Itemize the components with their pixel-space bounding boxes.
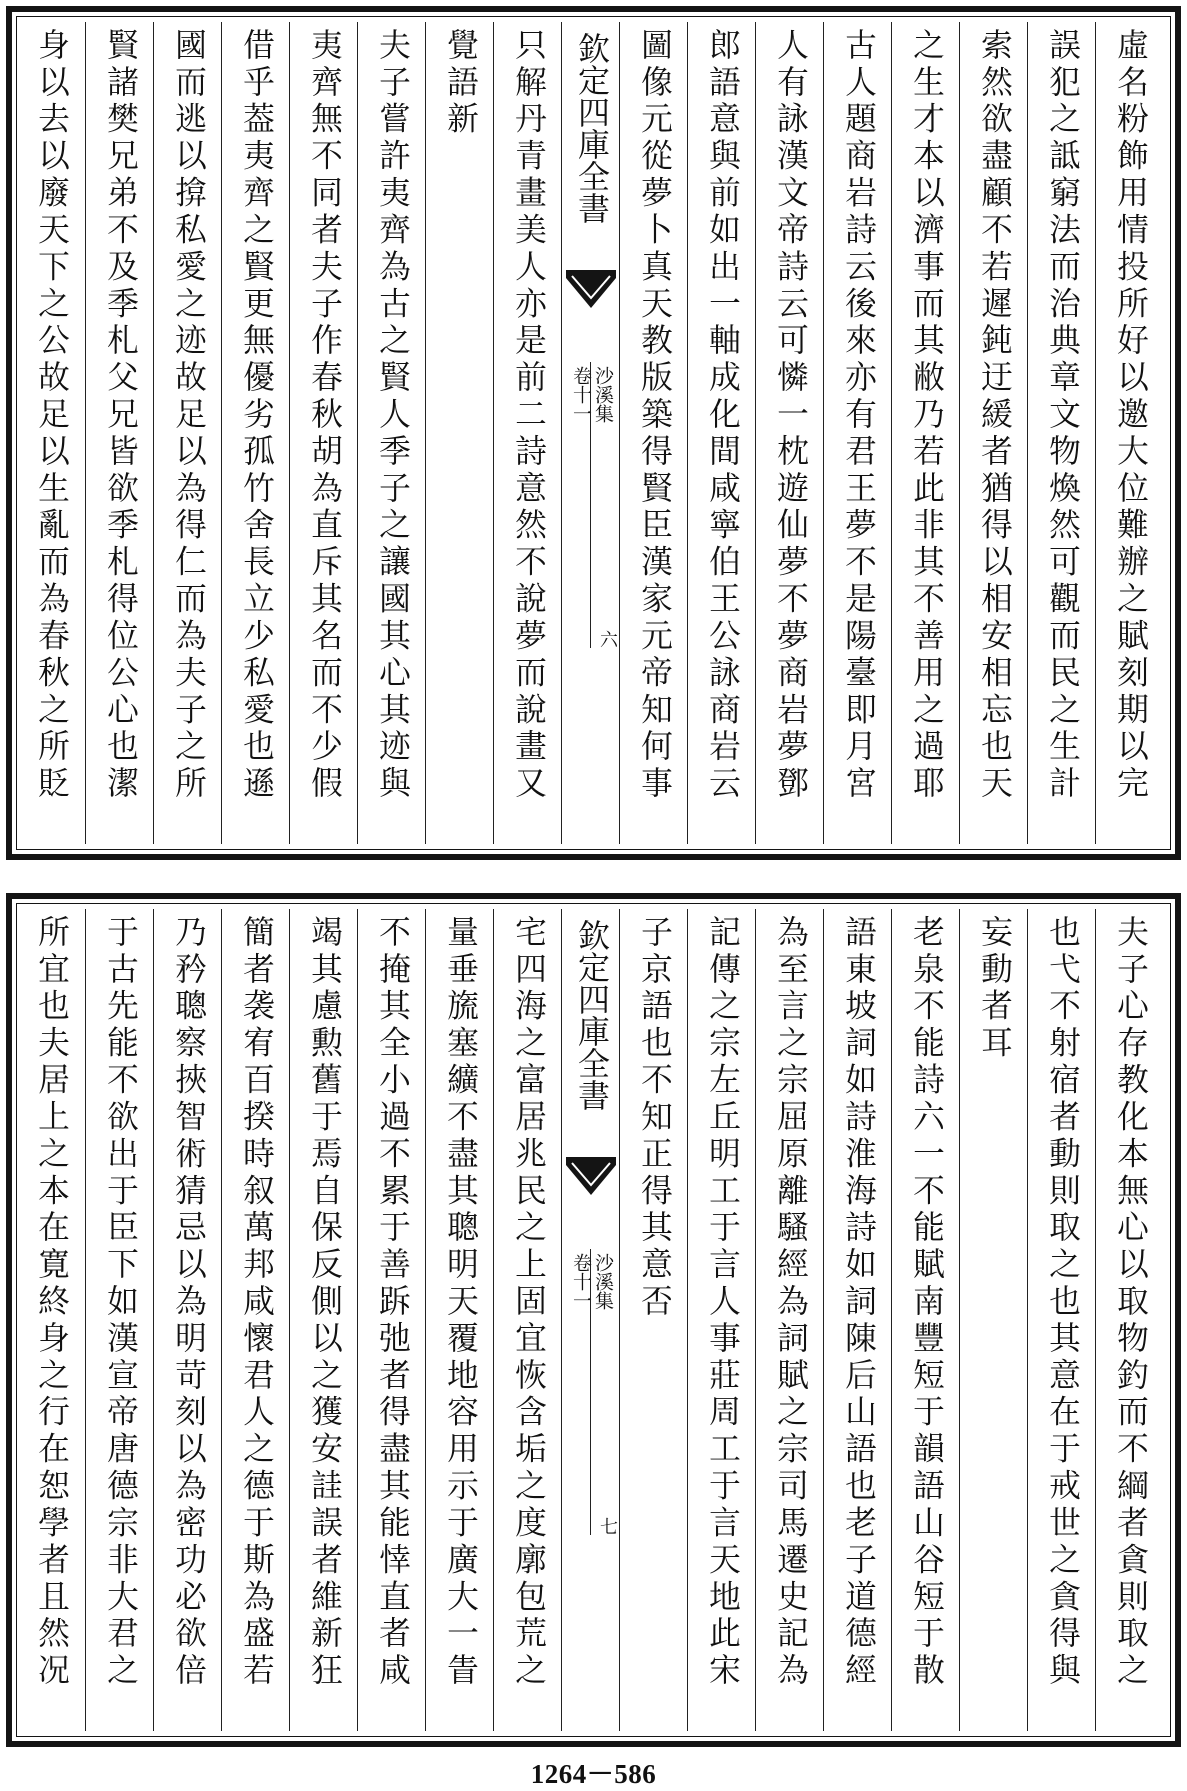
center-banner [561, 22, 619, 844]
column-text: 虛名粉飾用情投所好以邀大位難辦之賦刻期以完 [1112, 28, 1148, 804]
column-text: 借乎葢夷齊之賢更無優劣孤竹舍長立少私愛也遜 [238, 28, 274, 804]
column-text: 賢諸樊兄弟不及季札父兄皆欲季札得位公心也潔 [102, 28, 138, 804]
text-column [289, 22, 357, 844]
column-text: 老泉不能詩六一不能賦南豐短于韻語山谷短于散 [908, 915, 944, 1691]
column-text: 所宜也夫居上之本在寛終身之行在恕學者且然况 [33, 915, 69, 1691]
column-text: 夷齊無不同者夫子作春秋胡為直斥其名而不少假 [306, 28, 342, 804]
banner-title: 欽定四庫全書 [573, 32, 611, 224]
banner-volume: 卷十一 [570, 366, 592, 423]
column-text: 子京語也不知正得其意否 [636, 915, 672, 1321]
top-page [6, 6, 1181, 860]
center-banner [561, 909, 619, 1731]
column-text: 索然欲盡顧不若遲鈍迂緩者猶得以相安相忘也天 [976, 28, 1012, 804]
column-text: 不掩其全小過不累于善跅弛者得盡其能悻直者咸 [374, 915, 410, 1691]
column-text: 夫子心存教化本無心以取物釣而不綱者貪則取之 [1112, 915, 1148, 1691]
text-column [619, 909, 687, 1731]
fish-tail-ornament-icon [564, 1155, 618, 1197]
text-column [85, 909, 153, 1731]
text-column [357, 22, 425, 844]
banner-volume: 卷十一 [570, 1253, 592, 1310]
column-text: 圖像元從夢卜真天教版築得賢臣漢家元帝知何事 [636, 28, 672, 804]
text-column [687, 22, 755, 844]
column-text: 簡者袭宥百揆時叙萬邦咸懷君人之德于斯為盛若 [238, 915, 274, 1691]
column-text: 于古先能不欲出于臣下如漢宣帝唐德宗非大君之 [102, 915, 138, 1691]
column-text: 也弋不射宿者動則取之也其意在于戒世之貪得與 [1044, 915, 1080, 1691]
column-text: 語東坡詞如詩淮海詩如詞陳后山語也老子道德經 [840, 915, 876, 1691]
text-column [493, 909, 561, 1731]
column-text: 國而逃以揜私愛之迹故足以為得仁而為夫子之所 [170, 28, 206, 804]
text-column [1027, 909, 1095, 1731]
column-text: 之生才本以濟事而其敝乃若此非其不善用之過耶 [908, 28, 944, 804]
column-text: 誤犯之詆窮法而治典章文物煥然可觀而民之生計 [1044, 28, 1080, 804]
text-column [221, 909, 289, 1731]
column-text: 覺語新 [442, 28, 478, 139]
text-column [425, 22, 493, 844]
banner-page-number: 六 [597, 630, 618, 648]
text-column [1095, 22, 1163, 844]
banner-page-number: 七 [597, 1517, 618, 1535]
bottom-columns [24, 909, 1163, 1731]
text-column [357, 909, 425, 1731]
column-text: 為至言之宗屈原離騷經為詞賦之宗司馬遷史記為 [772, 915, 808, 1691]
column-text: 竭其慮勲舊于焉自保反側以之獲安詿誤者維新狂 [306, 915, 342, 1691]
text-column [493, 22, 561, 844]
text-column [153, 909, 221, 1731]
column-text: 乃矜聰察挾智術猜忌以為明苛刻以為密功必欲倍 [170, 915, 206, 1691]
banner-divider [590, 362, 591, 648]
banner-book-name: 沙溪集 [592, 1253, 614, 1310]
fish-tail-ornament-icon [564, 268, 618, 310]
text-column [959, 909, 1027, 1731]
text-column [755, 909, 823, 1731]
text-column [1095, 909, 1163, 1731]
page-reference-number: 1264－586 [530, 1759, 657, 1789]
column-text: 夫子嘗許夷齊為古之賢人季子之讓國其心其迹與 [374, 28, 410, 804]
top-columns [24, 22, 1163, 844]
text-column [891, 22, 959, 844]
text-column [221, 22, 289, 844]
banner-title: 欽定四庫全書 [573, 919, 611, 1111]
text-column [17, 22, 85, 844]
text-column [153, 22, 221, 844]
text-column [425, 909, 493, 1731]
text-column [619, 22, 687, 844]
text-column [85, 22, 153, 844]
text-column [823, 22, 891, 844]
text-column [755, 22, 823, 844]
text-column [823, 909, 891, 1731]
column-text: 只解丹青畫美人亦是前二詩意然不說夢而說畫又 [510, 28, 546, 804]
column-text: 郎語意與前如出一軸成化間咸寧伯王公詠商岩云 [704, 28, 740, 804]
column-text: 人有詠漢文帝詩云可憐一枕遊仙夢不夢商岩夢鄧 [772, 28, 808, 804]
banner-divider [590, 1249, 591, 1535]
column-text: 宅四海之富居兆民之上固宜恢含垢之度廓包荒之 [510, 915, 546, 1691]
bottom-page [6, 893, 1181, 1747]
text-column [1027, 22, 1095, 844]
column-text: 身以去以廢天下之公故足以生亂而為春秋之所貶 [33, 28, 69, 804]
column-text: 記傳之宗左丘明工于言人事莊周工于言天地此宋 [704, 915, 740, 1691]
column-text: 古人題商岩詩云後來亦有君王夢不是陽臺即月宮 [840, 28, 876, 804]
banner-book-name: 沙溪集 [592, 366, 614, 423]
text-column [289, 909, 357, 1731]
text-column [959, 22, 1027, 844]
text-column [687, 909, 755, 1731]
text-column [891, 909, 959, 1731]
column-text: 量垂旒塞纊不盡其聰明天覆地容用示于廣大一眚 [442, 915, 478, 1691]
text-column [17, 909, 85, 1731]
column-text: 妄動者耳 [976, 915, 1012, 1063]
